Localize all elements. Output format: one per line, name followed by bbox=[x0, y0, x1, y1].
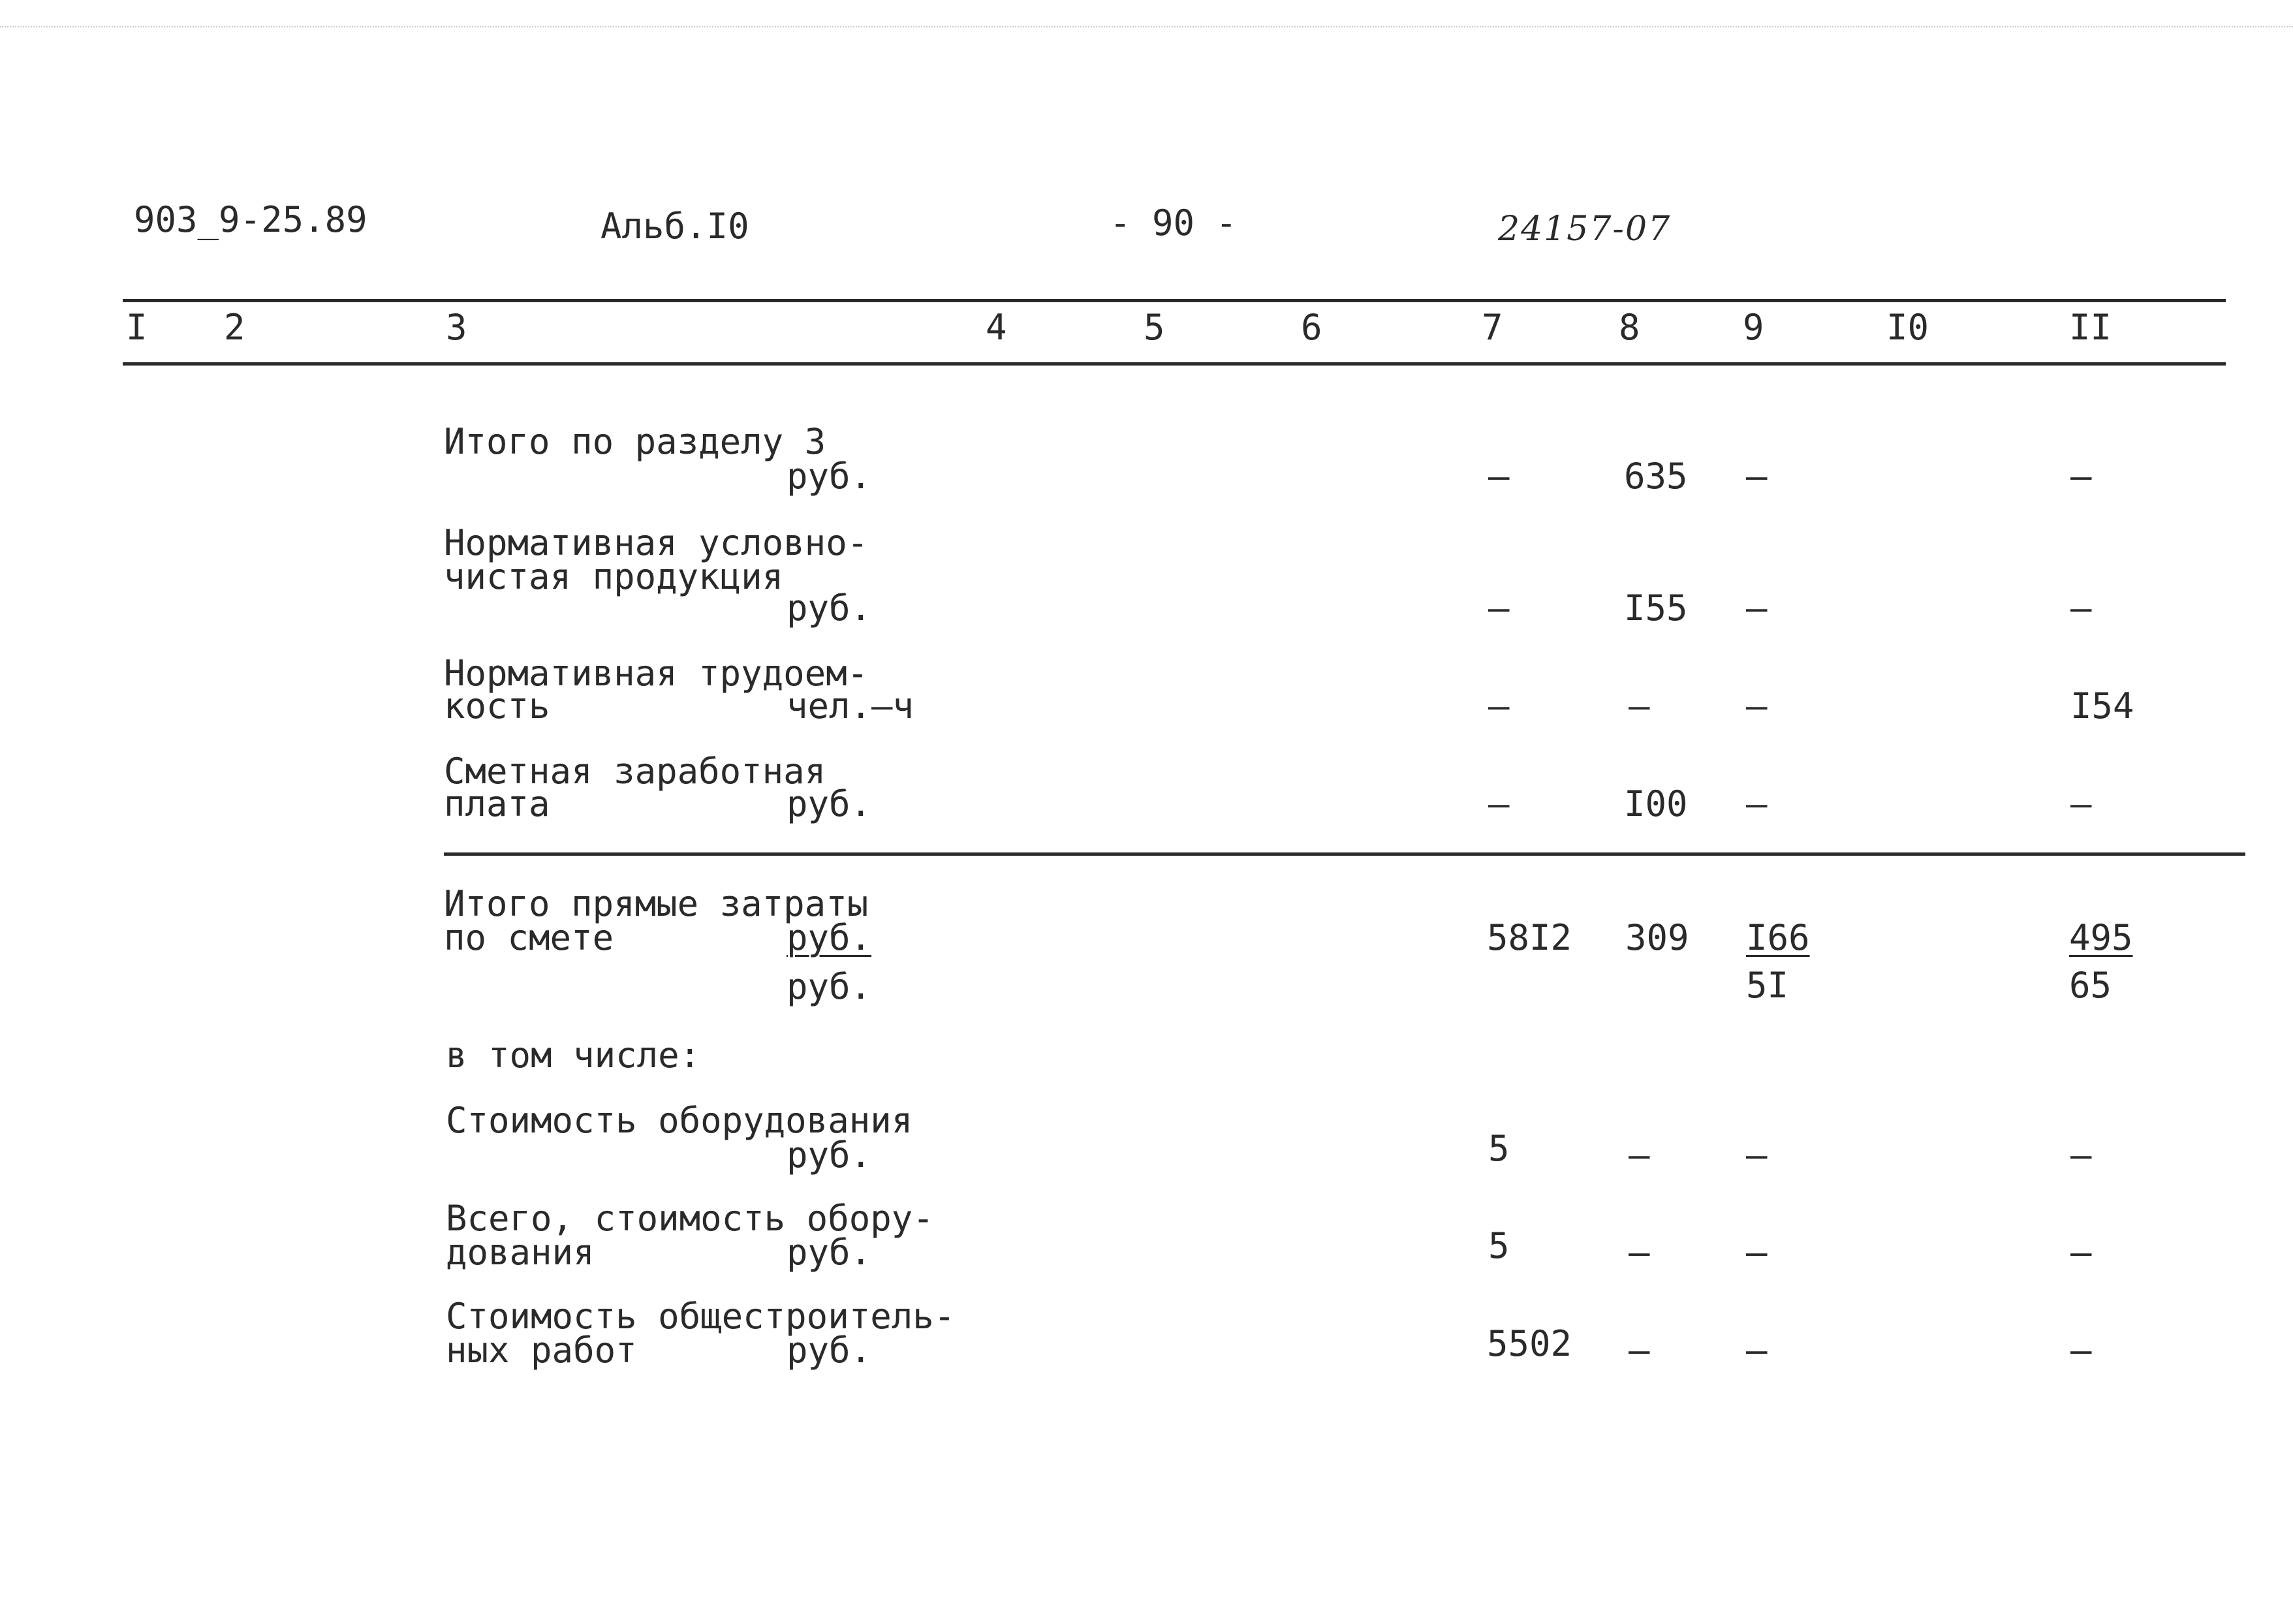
row-wages-col7: – bbox=[1488, 783, 1510, 824]
scan-edge-noise bbox=[0, 26, 2293, 27]
row-direct-costs-col9-numerator: I66 bbox=[1746, 917, 1810, 958]
column-number-1: I bbox=[126, 307, 148, 348]
row-labor-intensity-col7: – bbox=[1488, 685, 1510, 726]
row-equipment-cost-col11: – bbox=[2070, 1134, 2092, 1176]
row-net-production-col11: – bbox=[2070, 587, 2092, 629]
row-equipment-cost-label: Стоимость оборудования bbox=[446, 1100, 913, 1141]
row-section-total-label: Итого по разделу 3 bbox=[444, 421, 826, 462]
row-net-production-unit: руб. bbox=[787, 587, 872, 629]
column-number-5: 5 bbox=[1144, 307, 1165, 348]
row-wages-col9: – bbox=[1746, 783, 1768, 824]
row-wages-label-2: плата bbox=[444, 783, 550, 824]
row-direct-costs-unit-2: руб. bbox=[787, 966, 872, 1007]
row-labor-intensity-label-2: кость bbox=[444, 685, 550, 726]
column-number-9: 9 bbox=[1743, 307, 1764, 348]
column-number-4: 4 bbox=[986, 307, 1007, 348]
row-construction-cost-col9: – bbox=[1746, 1330, 1768, 1371]
row-wages-col11: – bbox=[2070, 783, 2092, 824]
row-total-equipment-col8: – bbox=[1629, 1232, 1650, 1273]
column-header-bottom-rule bbox=[123, 362, 2226, 366]
row-labor-intensity-unit: чел.–ч bbox=[787, 685, 914, 726]
column-number-10: I0 bbox=[1886, 307, 1929, 348]
section-separator-rule bbox=[444, 852, 2245, 856]
row-direct-costs-label-2: по смете bbox=[444, 917, 614, 958]
row-net-production-col9: – bbox=[1746, 587, 1768, 629]
including-label: в том числе: bbox=[446, 1035, 701, 1076]
row-equipment-cost-col7: 5 bbox=[1488, 1128, 1510, 1169]
row-construction-cost-label-1: Стоимость общестроитель- bbox=[446, 1296, 956, 1337]
row-labor-intensity-col11: I54 bbox=[2070, 685, 2134, 726]
row-wages-label-1: Сметная заработная bbox=[444, 751, 826, 792]
column-number-3: 3 bbox=[446, 307, 467, 348]
row-net-production-label-2: чистая продукция bbox=[444, 556, 784, 597]
row-labor-intensity-label-1: Нормативная трудоем- bbox=[444, 653, 869, 694]
row-total-equipment-col7: 5 bbox=[1488, 1225, 1510, 1266]
row-section-total-col9: – bbox=[1746, 456, 1768, 497]
row-direct-costs-label-1: Итого прямые затраты bbox=[444, 883, 869, 924]
row-wages-col8: I00 bbox=[1624, 783, 1688, 824]
column-number-8: 8 bbox=[1619, 307, 1640, 348]
row-net-production-col8: I55 bbox=[1624, 587, 1688, 629]
row-total-equipment-unit: руб. bbox=[787, 1232, 872, 1273]
row-direct-costs-col9-denominator: 5I bbox=[1746, 965, 1789, 1006]
row-equipment-cost-unit: руб. bbox=[787, 1134, 872, 1176]
page-number: - 90 - bbox=[1110, 202, 1238, 243]
row-construction-cost-col7: 5502 bbox=[1487, 1323, 1572, 1364]
column-number-11: II bbox=[2069, 307, 2112, 348]
row-direct-costs-col8: 309 bbox=[1625, 917, 1689, 958]
row-section-total-unit: руб. bbox=[787, 456, 872, 497]
row-direct-costs-unit-1: руб. bbox=[787, 917, 872, 958]
handwritten-stamp-number: 24157-07 bbox=[1498, 210, 1672, 249]
row-net-production-label-1: Нормативная условно- bbox=[444, 522, 869, 563]
album-number: Альб.I0 bbox=[601, 206, 749, 247]
row-total-equipment-label-2: дования bbox=[446, 1232, 595, 1273]
row-net-production-col7: – bbox=[1488, 587, 1510, 629]
row-direct-costs-col11-numerator: 495 bbox=[2069, 917, 2133, 958]
row-construction-cost-col11: – bbox=[2070, 1330, 2092, 1371]
row-construction-cost-col8: – bbox=[1629, 1330, 1650, 1371]
row-equipment-cost-col9: – bbox=[1746, 1134, 1768, 1176]
row-labor-intensity-col8: – bbox=[1629, 685, 1650, 726]
row-wages-unit: руб. bbox=[787, 783, 872, 824]
row-direct-costs-col11-denominator: 65 bbox=[2069, 965, 2112, 1006]
column-number-7: 7 bbox=[1482, 307, 1503, 348]
row-section-total-col7: – bbox=[1488, 456, 1510, 497]
row-construction-cost-label-2: ных работ bbox=[446, 1330, 637, 1371]
row-total-equipment-label-1: Всего, стоимость обору- bbox=[446, 1198, 934, 1239]
document-code: 903_9-25.89 bbox=[134, 199, 367, 240]
row-equipment-cost-col8: – bbox=[1629, 1134, 1650, 1176]
table-top-rule bbox=[123, 299, 2226, 302]
row-total-equipment-col9: – bbox=[1746, 1232, 1768, 1273]
row-construction-cost-unit: руб. bbox=[787, 1330, 872, 1371]
row-section-total-col11: – bbox=[2070, 456, 2092, 497]
row-total-equipment-col11: – bbox=[2070, 1232, 2092, 1273]
row-section-total-col8: 635 bbox=[1624, 456, 1688, 497]
column-number-6: 6 bbox=[1301, 307, 1322, 348]
row-direct-costs-col7: 58I2 bbox=[1487, 917, 1572, 958]
column-number-2: 2 bbox=[224, 307, 245, 348]
row-labor-intensity-col9: – bbox=[1746, 685, 1768, 726]
